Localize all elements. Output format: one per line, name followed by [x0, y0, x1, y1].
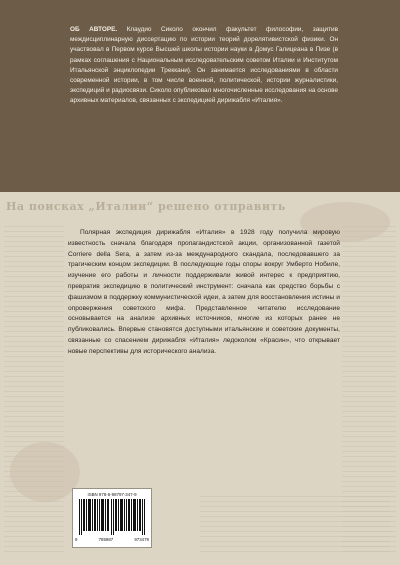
barcode-digit-right: 973479	[134, 537, 149, 542]
about-author-text	[70, 25, 338, 107]
author-band	[0, 0, 400, 192]
newspaper-headline: На поисках „Италии“ решено отправить	[6, 200, 286, 213]
barcode-digits	[75, 537, 149, 542]
barcode-digit-prefix: 9	[75, 537, 78, 542]
barcode-digit-left: 785987	[98, 537, 114, 542]
book-annotation: Полярная экспедиция дирижабля «Италия» в 1928 году получила мировую известность сначала благодаря пропагандистской акции, организованной газетой Corriere della Sera, а затем из-за международного скандала, последовавшего за трагическим концом экспедиции. В последующие годы споры вокруг Умберто Нобиле, изучение его работы и личности поддерживали живой интерес к предприятию, превратив экспедицию в политический инструмент: сначала как средство борьбы с фашизмом в поддержку коммунистической идеи, а затем для восстановления истины и опровержения советского мифа. Представленное читателю исследование основывается на анализе архивных источников, многие из которых ранее не публиковались. Впервые становятся доступными итальянские и советские документы, связанные со спасением дирижабля «Италия» ледоколом «Красин», что открывает новые перспективы для исторического анализа.	[68, 229, 340, 355]
isbn-label: ISBN 978-5-98797-347-9	[87, 492, 137, 497]
about-author-body: Клаудио Сиколо окончил факультет философии, защитив междисциплинарную диссертацию по истории теорий дорелятивистской физики. Он участвовал в Первом курсе Высшей школы истории науки в Домус Галицеана в Пизе (в рамках соглашения с Национальным исследовательским советом Италии и Институтом Итальянской энциклопедии Треккани). Он занимается исследованиями в области современной истории, в том числе военной, политической, истории журналистики, экспедиций и радиосвязи. Сиколо опубликовал многочисленные исследования на основе архивных материалов, связанных с экспедицией дирижабля «Италия».	[70, 26, 338, 105]
barcode	[72, 488, 152, 548]
barcode-bars	[79, 499, 145, 535]
about-author-lead: ОБ АВТОРЕ.	[70, 26, 118, 33]
